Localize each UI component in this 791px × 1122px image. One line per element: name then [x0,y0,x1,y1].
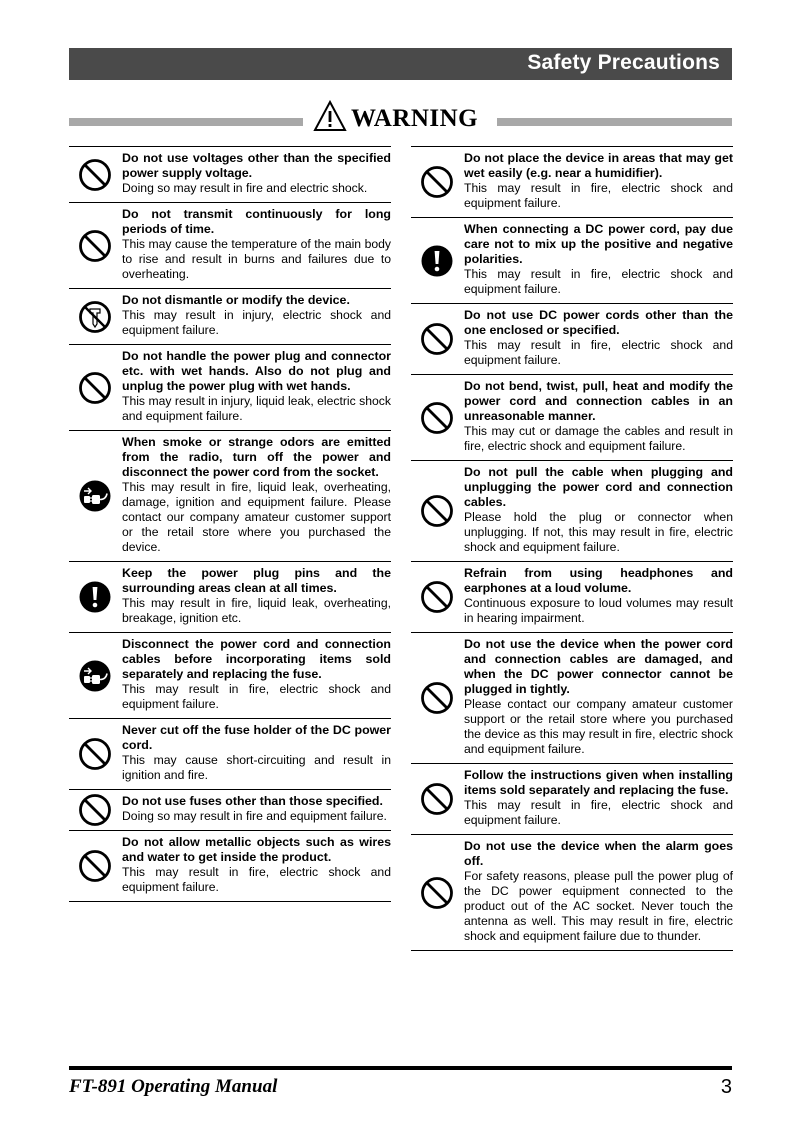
warning-triangle-icon [313,100,347,132]
safety-item [411,561,733,632]
prohibited-icon [420,580,454,614]
prohibited-icon [420,681,454,715]
item-title: Do not allow metallic objects such as wires and water to get inside the product. [122,835,391,864]
prohibited-icon [78,737,112,771]
safety-item [411,763,733,834]
item-title: Do not pull the cable when plugging and unplugging the power cord and connection cables. [464,465,733,509]
safety-item [69,789,391,830]
mandatory-icon [420,244,454,278]
item-body: Doing so may result in fire and equipment failure. [122,809,387,823]
prohibited-icon [420,876,454,910]
safety-item [411,632,733,763]
item-title: Refrain from using headphones and earphones at a loud volume. [464,566,733,595]
prohibited-icon [420,494,454,528]
section-header-bar [69,48,732,80]
manual-title: FT-891 Operating Manual [69,1076,278,1097]
item-body: This may result in fire, electric shock and equipment failure. [464,338,733,367]
unplug-icon [78,479,112,513]
prohibited-icon [420,401,454,435]
footer-rule [69,1066,732,1070]
safety-item [69,288,391,344]
prohibited-icon [78,158,112,192]
item-body: Doing so may result in fire and electric shock. [122,181,368,195]
safety-item [411,146,733,217]
prohibited-icon [420,782,454,816]
warning-banner [69,100,732,140]
item-title: Follow the instructions given when installing items sold separately and replacing the fuse. [464,768,733,797]
item-body: This may cut or damage the cables and result in fire, electric shock and equipment failure. [464,424,733,453]
item-title: Keep the power plug pins and the surrounding areas clean at all times. [122,566,391,595]
item-body: This may cause short-circuiting and result in ignition and fire. [122,753,391,782]
prohibited-icon [78,849,112,883]
item-body: Please hold the plug or connector when unplugging. If not, this may result in fire, electric shock and equipment failure. [464,510,733,554]
prohibited-icon [78,371,112,405]
prohibited-icon [420,322,454,356]
item-title: Do not use voltages other than the specified power supply voltage. [122,151,391,180]
item-body: Please contact our company amateur customer support or the retail store where you purchased the device as this may result in fire, electric shock and equipment failure. [464,697,733,756]
item-body: This may result in fire, electric shock and equipment failure. [122,682,391,711]
safety-item [411,374,733,460]
no-disassembly-icon [78,300,112,334]
safety-item [411,303,733,374]
item-title: Do not use fuses other than those specified. [122,794,383,808]
item-body: This may result in fire, liquid leak, overheating, damage, ignition and equipment failure. Please contact our company amateur customer support or the retail store where you purchased the device. [122,480,391,554]
item-body: This may result in fire, electric shock and equipment failure. [464,267,733,296]
safety-item [411,460,733,561]
item-title: Do not use DC power cords other than the one enclosed or specified. [464,308,733,337]
item-title: Do not dismantle or modify the device. [122,293,350,307]
item-title: When smoke or strange odors are emitted from the radio, turn off the power and disconnect the power cord from the socket. [122,435,391,479]
safety-item [69,718,391,789]
item-title: Do not bend, twist, pull, heat and modify the power cord and connection cables in an unreasonable manner. [464,379,733,423]
item-title: Never cut off the fuse holder of the DC power cord. [122,723,391,752]
item-body: This may cause the temperature of the main body to rise and result in burns and failures due to overheating. [122,237,391,281]
safety-item [69,632,391,718]
safety-item [411,217,733,303]
safety-item [69,202,391,288]
item-body: This may result in fire, electric shock and equipment failure. [122,865,391,894]
item-title: Do not transmit continuously for long periods of time. [122,207,391,236]
item-title: Do not place the device in areas that may get wet easily (e.g. near a humidifier). [464,151,733,180]
item-body: This may result in fire, electric shock and equipment failure. [464,798,733,827]
warning-rule-left [69,118,303,126]
page-title: Safety Precautions [527,51,720,74]
item-body: This may result in injury, electric shock and equipment failure. [122,308,391,337]
unplug-icon [78,659,112,693]
item-title: Disconnect the power cord and connection cables before incorporating items sold separately and replacing the fuse. [122,637,391,681]
item-body: This may result in injury, liquid leak, electric shock and equipment failure. [122,394,391,423]
warning-label: WARNING [351,105,479,132]
item-title: When connecting a DC power cord, pay due care not to mix up the positive and negative polarities. [464,222,733,266]
prohibited-icon [78,229,112,263]
right-column [411,146,733,951]
warning-heading [313,100,493,140]
item-body: This may result in fire, electric shock and equipment failure. [464,181,733,210]
safety-item [69,430,391,561]
mandatory-icon [78,580,112,614]
safety-item [69,146,391,202]
page-number: 3 [720,1076,732,1098]
item-body: Continuous exposure to loud volumes may result in hearing impairment. [464,596,733,625]
safety-item [411,834,733,951]
item-body: This may result in fire, liquid leak, overheating, breakage, ignition etc. [122,596,391,625]
safety-item [69,561,391,632]
safety-item [69,830,391,902]
left-column [69,146,391,902]
prohibited-icon [78,793,112,827]
item-title: Do not use the device when the alarm goes off. [464,839,733,868]
item-title: Do not handle the power plug and connector etc. with wet hands. Also do not plug and unplug the power plug with wet hands. [122,349,391,393]
item-title: Do not use the device when the power cord and connection cables are damaged, and when the DC power connector cannot be plugged in tightly. [464,637,733,696]
safety-item [69,344,391,430]
prohibited-icon [420,165,454,199]
item-body: For safety reasons, please pull the power plug of the DC power equipment connected to the product out of the AC socket. Never touch the antenna as well. This may result in fire, electric shock and equipment failure due to thunder. [464,869,733,943]
warning-rule-right [497,118,732,126]
